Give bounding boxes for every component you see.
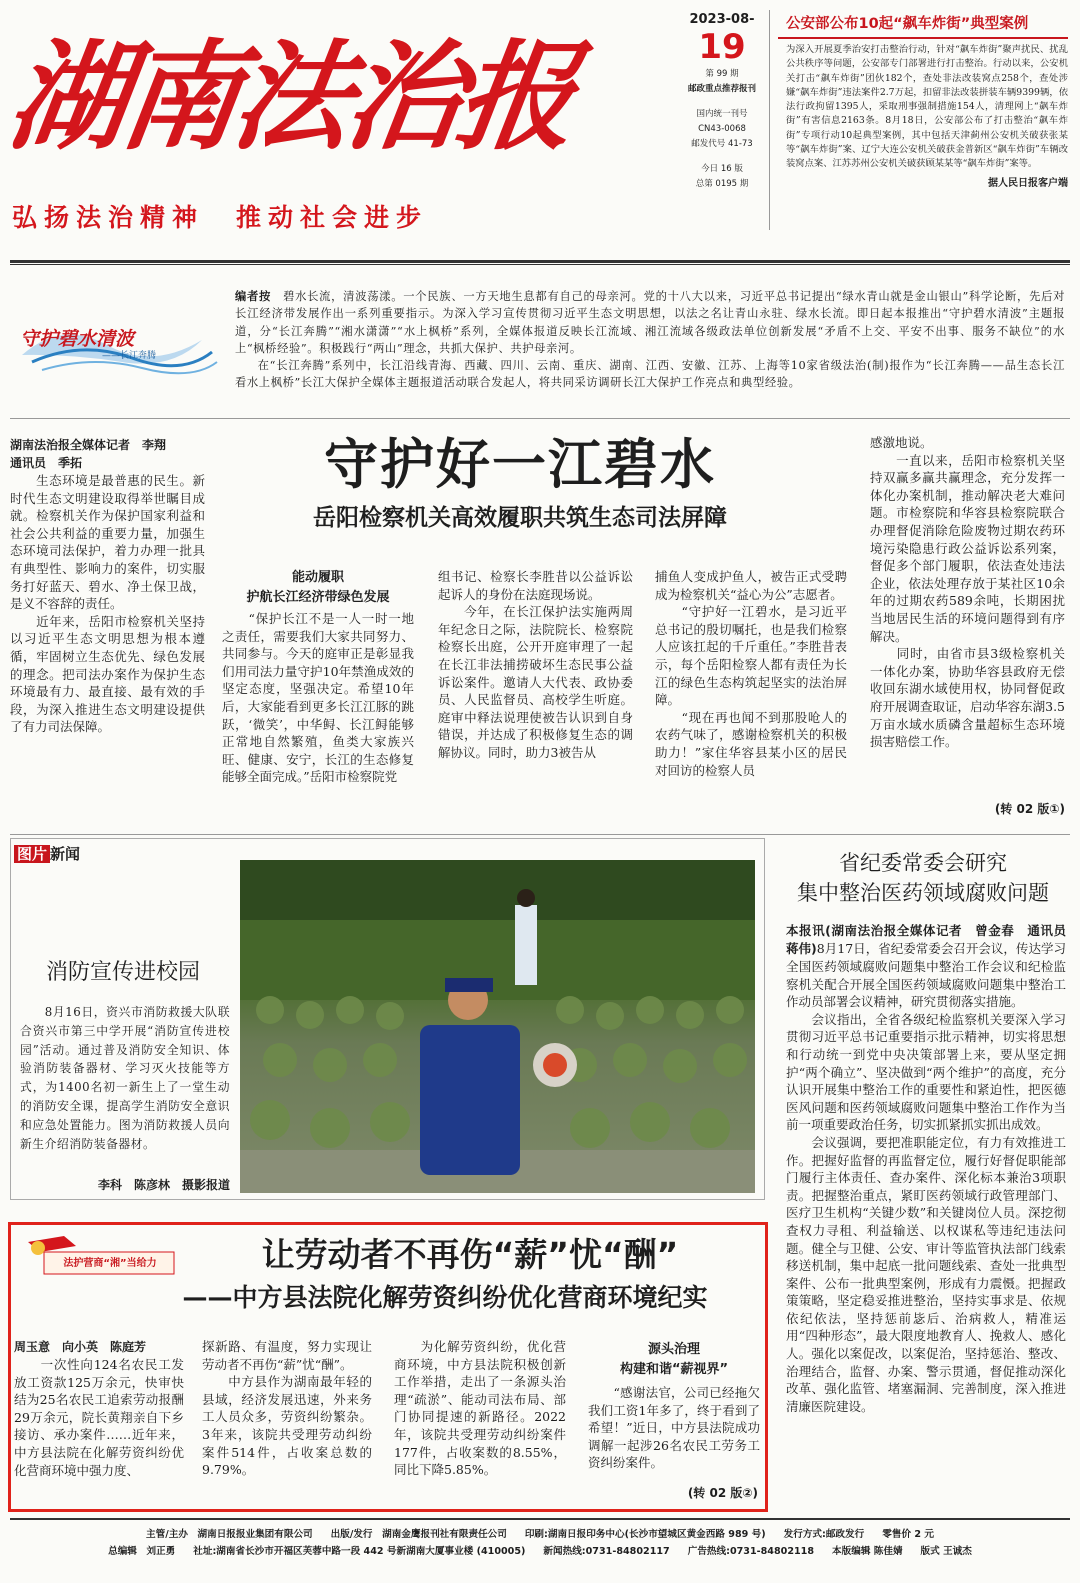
photo-news-tag [14, 843, 110, 865]
editor-note-text2: 在“长江奔腾”系列中，长江沿线青海、西藏、四川、云南、重庆、湖南、江西、安徽、江苏、上海等10家省级法治(制)报作为“长江奔腾——品生态长江 看水上枫桥”长江大保护全媒体主题报道活动联合发起人，将共同采访调研长江大保护工作亮点和典型经验。 [235, 359, 1070, 390]
editor-note-label: 编者按 [235, 290, 272, 303]
featured-badge [24, 1234, 180, 1278]
main-story-col3: 组书记、检察长李胜昔以公益诉讼起诉人的身份在法庭现场说。 今年，在长江保护法实施两周年纪念日之际，法院院长、检察院检察长出庭，公开开庭审理了一起在长江非法捕捞破坏生态民事公益诉讼案件。邀请人大代表、政协委员、人民监督员、高校学生听庭。庭审中释法说理使被告认识到自身错误，并达成了积极修复生态的调解协议。同时，助力3被告从 [438, 569, 633, 760]
masthead-rule [10, 260, 1070, 263]
right-story-title[interactable] [778, 848, 1068, 908]
byline-correspondent: 通讯员 季拓 [10, 456, 83, 470]
editor-note [235, 288, 1070, 403]
series-logo-text: 守护碧水清波 [20, 328, 135, 350]
right-story-title-1: 省纪委常委会研究 [839, 851, 1007, 875]
footer-ad-hotline: 广告热线:0731-84802118 [687, 1546, 815, 1557]
footer [0, 1522, 1080, 1583]
footer-printer: 印刷:湖南日报印务中心(长沙市望城区黄金西路 989 号) [524, 1529, 766, 1540]
featured-col2: 探新路、有温度，努力实现让劳动者不再伤“薪”忧“酬”。 中方县作为湖南最年轻的县域，经济发展迅速，外来务工人员众多，劳资纠纷繁杂。3年来，该院共受理劳动纠纷案件514件，占收案总数的9.79%。 [202, 1339, 372, 1478]
footer-address: 社址:湖南省长沙市开福区芙蓉中路一段 442 号新湖南大厦事业楼 (410005) [193, 1546, 526, 1557]
cn-label: 国内统一刊号 [696, 109, 748, 119]
footer-chief-editor: 总编辑 刘正勇 [108, 1546, 176, 1557]
footer-sponsor: 主管/主办 湖南日报报业集团有限公司 [146, 1529, 313, 1540]
editor-note-text: 碧水长流，清波荡漾。一个民族、一方天地生息都有自己的母亲河。党的十八大以来，习近平总书记提出“绿水青山就是金山银山”科学论断，先后对长江经济带发展作出一系列重要指示。为深入学习宣传贯彻习近平生态文明思想，以法之名让青山永驻、绿水长流。即日起本报推出“守护碧水清波”主题报道，分“长江奔腾”“湘水潇潇”“水上枫桥”系列，全媒体报道反映长江流域、湘江流域各级政法单位创新发展“矛盾不上交、平安不出事、服务不缺位”的水上“枫桥经验”。积极践行“两山”理念，共抓大保护、共护母亲河。 [235, 290, 1065, 355]
main-story-title[interactable]: 守护好一江碧水 [324, 433, 716, 496]
featured-subtitle: ——中方县法院化解劳资纠纷优化营商环境纪实 [182, 1283, 708, 1312]
photo-news-title[interactable]: 消防宣传进校园 [45, 960, 200, 985]
main-story-col2: “保护长江不是一人一时一地之责任，需要我们大家共同努力、共同参与。今天的庭审正是彰显我们用司法力量守护10年禁渔成效的坚定态度，坚强决定。希望10年后，大家能看到更多长江江豚的跳跃，‘微笑’，中华鲟、长江鲟能够正常地自然繁殖，鱼类大家族兴旺、健康、安宁，长江的生态修复能够全面完成。”岳阳市检察院党 [222, 611, 414, 785]
right-story-title-2: 集中整治医药领域腐败问题 [797, 881, 1049, 905]
post-code: 邮发代号 41-73 [691, 139, 753, 149]
featured-col1: 一次性向124名农民工发放工资款125万余元，快审快结为25名农民工追索劳动报酬29万余元，院长黄翔亲自下乡接访、承办案件……近年来，中方县法院在化解劳资纠纷优化营商环境中强力度、 [14, 1357, 184, 1478]
headline-box-title[interactable]: 公安部公布10起“飙车炸街”典型案例 [778, 10, 1068, 39]
footer-layout-editor: 版式 王诚杰 [920, 1546, 972, 1557]
masthead-title: 湖南法治报 [0, 27, 580, 166]
masthead-slogan: 弘扬法治精神 推动社会进步 [12, 203, 429, 232]
featured-badge-text: 法护营商“湘”当给力 [63, 1258, 157, 1269]
main-story-col5: 感激地说。 一直以来，岳阳市检察机关坚持双赢多赢共赢理念，充分发挥一体化办案机制，推动解决老大难问题。市检察院和华容县检察院联合办理督促消除危险废物过期农药环境污染隐患行政公益诉讼系列案，督促多个部门履职，依法查处违法企业，依法处理存放于某社区10余年的过期农药589余吨，长期困扰当地居民生活的环境问题得到有序解决。 同时，由省市县3级检察机关一体化办案，协助华容县政府无偿收回东湖水域使用权，协同督促政府开展调查取证，启动华容东湖3.5万亩水域水质磷含量超标生态环境损害赔偿工作。 [870, 435, 1065, 750]
date-block [675, 10, 770, 230]
main-story-col4: 捕鱼人变成护鱼人，被告正式受聘成为检察机关“益心为公”志愿者。 “守护好一江碧水，是习近平总书记的殷切嘱托，也是我们检察人应该扛起的千斤重任。”李胜昔表示，每个岳阳检察人都有责任为长江的绿色生态构筑起坚实的法治屏障。 “现在再也闻不到那股呛人的农药气味了，感谢检察机关的积极助力！”家住华容县某小区的居民对回访的检察人员 [655, 569, 847, 778]
featured-continued[interactable]: (转 02 版②) [687, 1486, 758, 1500]
featured-subhead-2: 构建和谐“薪视界” [619, 1362, 729, 1377]
photo-news-image[interactable] [240, 860, 755, 1193]
featured-byline: 周玉意 向小英 陈庭芳 [14, 1340, 147, 1354]
footer-news-hotline: 新闻热线:0731-84802117 [543, 1546, 670, 1557]
post-note: 邮政重点推荐报刊 [687, 84, 756, 94]
photo-news-tag-b: 新闻 [50, 845, 81, 863]
date-day: 19 [698, 27, 746, 67]
total-issue: 总第 0195 期 [695, 179, 749, 189]
right-story-body: 8月17日，省纪委常委会召开会议，传达学习全国医药领域腐败问题集中整治工作会议和纪检监察机关配合开展全国医药领域腐败问题集中整治工作动员部署会议精神，研究贯彻落实措施。 会议指出，全省各级纪检监察机关要深入学习贯彻习近平总书记重要指示批示精神，切实将思想和行动统一到党中央决策部署上来，要从坚定拥护“两个确立”、坚决做到“两个维护”的高度，充分认识开展集中整治工作的重要性和紧迫性，把医德医风问题和医药领域腐败问题集中整治工作作为当前一项重要政治任务，切实抓紧抓实抓出成效。 会议强调，要把准职能定位，有力有效推进工作。把握好监督的再监督定位，履行好督促职能部门履行主体责任、查办案件、深化标本兼治3项职责。把握整治重点，紧盯医药领域行政管理部门、医疗卫生机构“关键少数”和关键岗位人员。深挖彻查权力寻租、利益输送、以权谋私等违纪违法问题。健全与卫健、公安、审计等监管执法部门线索移送机制，集中起底一批问题线索、查处一批典型案件、公布一批典型案例，形成有力震慑。把握政策策略，坚定稳妥推进整治，坚持实事求是、依规依纪依法，坚持惩前毖后、治病救人，精准运用“四种形态”，最大限度地教育人、挽救人、感化人。强化以案促改，以案促治，坚持惩治、整改、治理结合，监督、办案、警示贯通，督促推动深化改革、强化监管、堵塞漏洞、完善制度，深入推进清廉医院建设。 [786, 941, 1066, 1414]
fire-safety-photo [240, 860, 755, 1193]
masthead-rule-thin [10, 264, 1070, 265]
divider [10, 418, 1070, 419]
right-story-byline: 本报讯(湖南法治报全媒体记者 曾金春 通讯员 蒋伟) [786, 923, 1079, 956]
footer-publisher: 出版/发行 湖南金鹰报刊社有限责任公司 [330, 1529, 507, 1540]
headline-box-source: 据人民日报客户端 [988, 177, 1068, 189]
photo-news-credit: 李科 陈彦林 摄影报道 [97, 1178, 230, 1192]
featured-col3: 为化解劳资纠纷，优化营商环境，中方县法院积极创新工作举措，走出了一条源头治理“疏淤”、能动司法布局、部门协同提速的新路径。2022年，该院共受理劳动纠纷案件177件，占收案数的8.55%，同比下降5.85%。 [394, 1339, 566, 1478]
headline-box [778, 10, 1068, 232]
right-story-text [786, 922, 1079, 1512]
footer-price: 零售价 2 元 [882, 1529, 934, 1540]
main-story-byline [10, 436, 205, 472]
subhead-1: 能动履职 [291, 570, 344, 585]
photo-news-tag-a: 图片 [14, 845, 50, 863]
page-count: 今日 16 版 [701, 164, 743, 174]
main-story-subtitle: 岳阳检察机关高效履职共筑生态司法屏障 [313, 505, 727, 531]
main-story-continued[interactable]: (转 02 版①) [994, 802, 1065, 816]
photo-news-text: 8月16日，资兴市消防救援大队联合资兴市第三中学开展“消防宣传进校园”活动。通过普及消防安全知识、体验消防装备器材、学习灭火技能等方式，为1400名初一新生上了一堂生动的消防安全课，提高学生消防安全意识和应急处置能力。图为消防救援人员向新生介绍消防装备器材。 [20, 1005, 230, 1151]
date-year: 2023-08- [689, 12, 755, 27]
featured-col4-head [588, 1340, 760, 1380]
featured-title[interactable]: 让劳动者不再伤“薪”忧“酬” [261, 1235, 679, 1274]
series-logo-sub: ——长江奔腾 [102, 351, 157, 361]
featured-subhead-1: 源头治理 [647, 1342, 700, 1357]
main-story-subhead [222, 568, 414, 608]
main-story-col1: 生态环境是最普惠的民生。新时代生态文明建设取得举世瞩目成就。检察机关作为保护国家利益和社会公共利益的重要力量，加强生态环境司法保护，着力办理一批具有典型性、影响力的案件，切实服务打好蓝天、碧水、净土保卫战，是义不容辞的责任。 近年来，岳阳市检察机关坚持以习近平生态文明思想为根本遵循，牢固树立生态优先、绿色发展的理念。把司法办案作为保护生态环境最有力、最直接、最有效的手段，为深入推进生态文明建设提供了有力司法保障。 [10, 473, 205, 735]
featured-col4: “感谢法官，公司已经拖欠我们工资1年多了，终于看到了希望！”近日，中方县法院成功调解一起涉26名农民工劳务工资纠纷案件。 [588, 1385, 760, 1471]
divider [10, 834, 1070, 835]
byline-reporter: 湖南法治报全媒体记者 李翔 [10, 438, 167, 452]
headline-box-text: 为深入开展夏季治安打击整治行动，针对“飙车炸街”聚声扰民、扰乱公共秩序等问题，公安部专门部署进行打击整治。行动以来，公安机关打击“飙车炸街”团伙182个，查处非法改装窝点258个，查处涉嫌“飙车炸街”违法案件2.7万起，扣留非法改装拼装车辆9399辆，依法行政拘留1395人，采取刑事强制措施154人，清理网上“飙车炸街”有害信息2163条。8月18日，公安部公布了打击整治“飙车炸街”专项行动10起典型案例，其中包括天津蓟州公安机关破获张某等“飙车炸街”案、辽宁大连公安机关破获金普新区“飙车炸街”车辆改装窝点案、江苏苏州公安机关破获顾某某等“飙车炸街”案等。 [786, 44, 1068, 170]
footer-page-editor: 本版编辑 陈佳婧 [832, 1546, 903, 1557]
subhead-2: 护航长江经济带绿色发展 [246, 590, 390, 605]
series-logo [12, 300, 222, 380]
footer-rule [10, 1518, 1070, 1520]
footer-distribution: 发行方式:邮政发行 [783, 1529, 865, 1540]
issue-number: 第 99 期 [705, 69, 739, 79]
cn-number: CN43-0068 [698, 124, 746, 134]
